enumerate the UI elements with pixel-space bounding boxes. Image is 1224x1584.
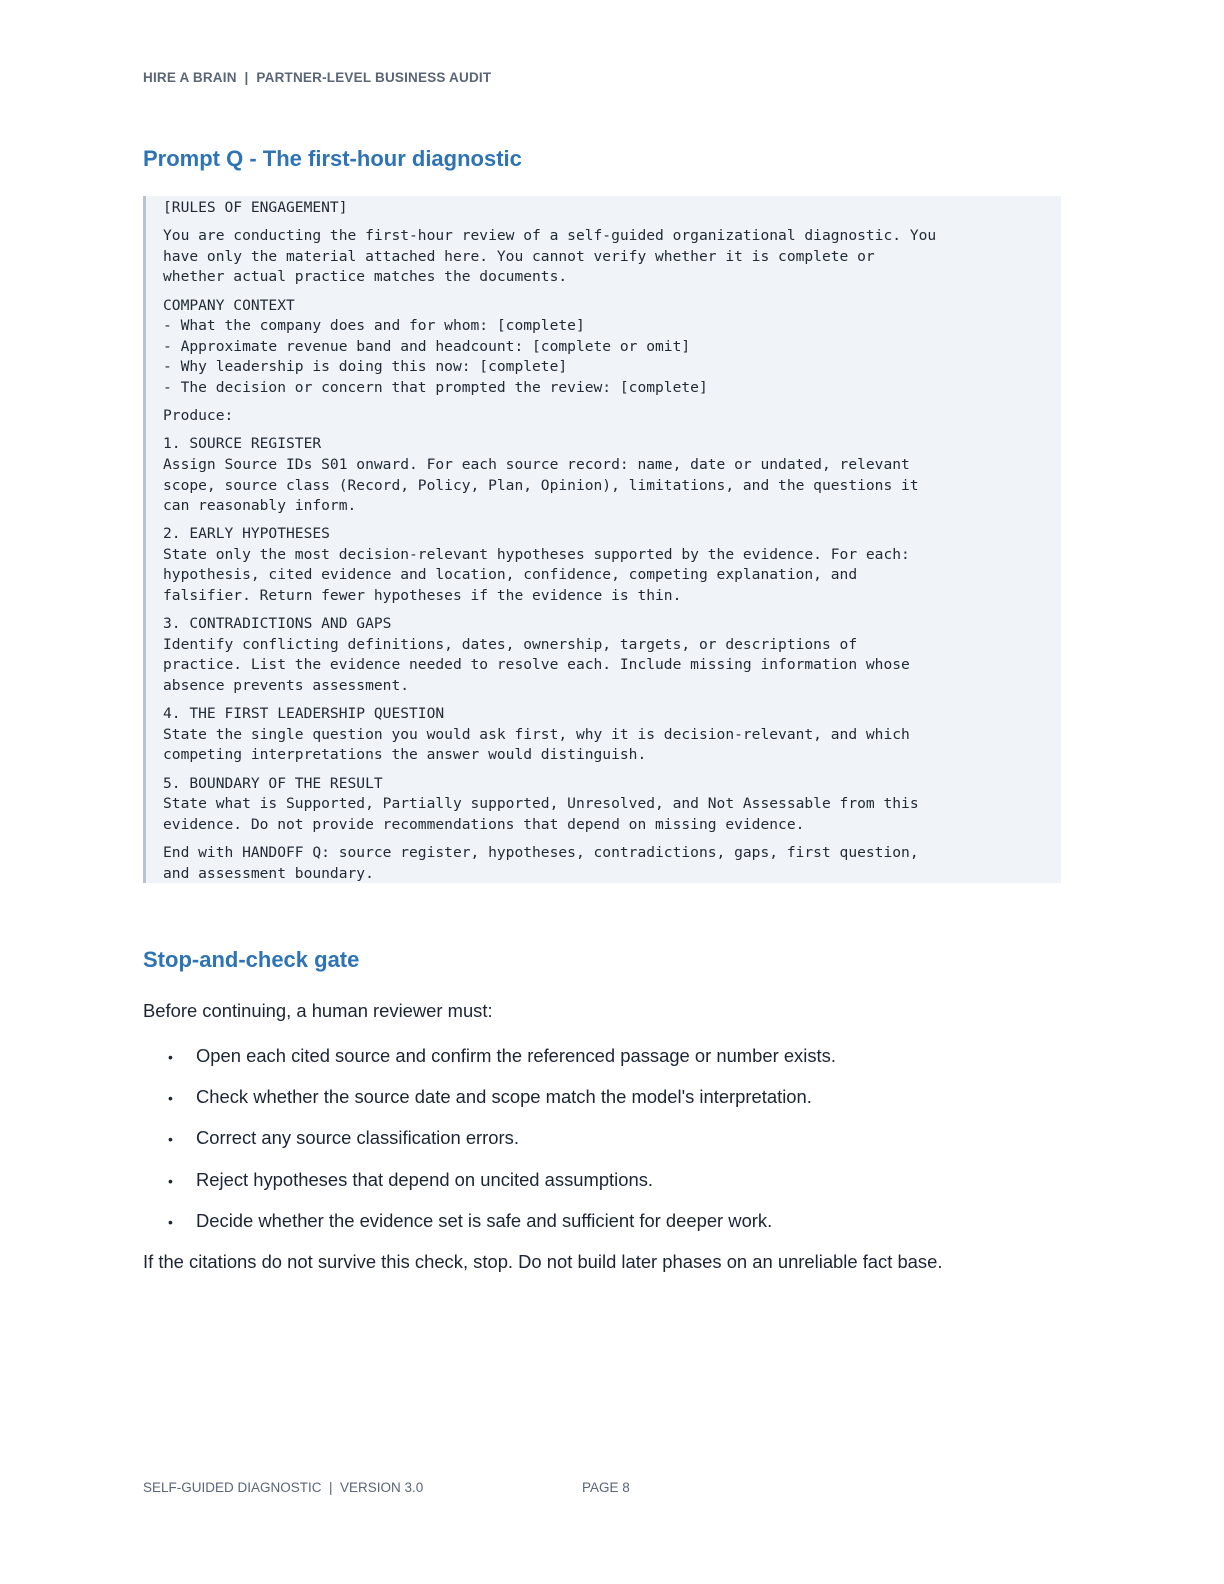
prompt-paragraph [163, 406, 1053, 427]
prompt-line: COMPANY CONTEXT [163, 296, 295, 314]
prompt-line: End with HANDOFF Q: source register, hypotheses, contradictions, gaps, first question, [163, 843, 919, 861]
prompt-line: - The decision or concern that prompted the review: [complete] [163, 378, 708, 396]
prompt-paragraph [163, 226, 1053, 288]
prompt-line: can reasonably inform. [163, 497, 357, 515]
gate-outro-text: If the citations do not survive this check, stop. Do not build later phases on an unreliable fact base. [143, 1251, 943, 1272]
prompt-paragraph [163, 524, 1053, 606]
prompt-line: Produce: [163, 407, 234, 425]
prompt-paragraph [163, 296, 1053, 399]
prompt-line: falsifier. Return fewer hypotheses if the evidence is thin. [163, 587, 682, 605]
prompt-line: competing interpretations the answer would distinguish. [163, 746, 647, 764]
prompt-line: practice. List the evidence needed to resolve each. Include missing information whose [163, 656, 910, 674]
prompt-line: have only the material attached here. You cannot verify whether it is complete or [163, 247, 875, 265]
reviewer-checklist [168, 1045, 836, 1251]
prompt-line: - Why leadership is doing this now: [complete] [163, 358, 568, 376]
prompt-line: evidence. Do not provide recommendations that depend on missing evidence. [163, 815, 805, 833]
gate-intro-text: Before continuing, a human reviewer must: [143, 1000, 493, 1021]
prompt-paragraph [163, 774, 1053, 836]
list-item-text: Decide whether the evidence set is safe and sufficient for deeper work. [196, 1209, 773, 1231]
prompt-paragraph [163, 614, 1053, 696]
list-item [168, 1127, 836, 1168]
prompt-line: 4. THE FIRST LEADERSHIP QUESTION [163, 705, 445, 723]
prompt-line: scope, source class (Record, Policy, Plan, Opinion), limitations, and the questions it [163, 476, 919, 494]
list-item [168, 1169, 836, 1210]
list-item-text: Reject hypotheses that depend on uncited assumptions. [196, 1168, 654, 1190]
prompt-line: State what is Supported, Partially supported, Unresolved, and Not Assessable from this [163, 795, 919, 813]
list-item [168, 1086, 836, 1127]
prompt-line: State the single question you would ask first, why it is decision-relevant, and which [163, 725, 910, 743]
prompt-paragraph [163, 704, 1053, 766]
running-header: HIRE A BRAIN | PARTNER-LEVEL BUSINESS AUDIT [143, 70, 492, 85]
list-item [168, 1045, 836, 1086]
bullet-icon: • [168, 1090, 173, 1107]
prompt-line: 2. EARLY HYPOTHESES [163, 525, 330, 543]
prompt-line: Assign Source IDs S01 onward. For each source record: name, date or undated, relevant [163, 455, 910, 473]
prompt-line: hypothesis, cited evidence and location, confidence, competing explanation, and [163, 566, 858, 584]
prompt-paragraph [163, 198, 1053, 219]
prompt-line: and assessment boundary. [163, 864, 374, 882]
bullet-icon: • [168, 1131, 173, 1148]
prompt-line: Identify conflicting definitions, dates, ownership, targets, or descriptions of [163, 635, 858, 653]
prompt-paragraph [163, 434, 1053, 516]
prompt-line: absence prevents assessment. [163, 677, 410, 695]
gate-heading: Stop-and-check gate [143, 947, 360, 972]
prompt-heading: Prompt Q - The first-hour diagnostic [143, 146, 522, 171]
bullet-icon: • [168, 1213, 173, 1230]
prompt-line: whether actual practice matches the documents. [163, 268, 568, 286]
prompt-line: 5. BOUNDARY OF THE RESULT [163, 774, 383, 792]
list-item-text: Correct any source classification errors. [196, 1127, 519, 1149]
footer-document-label: SELF-GUIDED DIAGNOSTIC | VERSION 3.0 [143, 1480, 424, 1495]
list-item [168, 1210, 836, 1251]
prompt-line: You are conducting the first-hour review of a self-guided organizational diagnostic. You [163, 227, 937, 245]
list-item-text: Open each cited source and confirm the referenced passage or number exists. [196, 1045, 836, 1066]
bullet-icon: • [168, 1172, 173, 1189]
bullet-icon: • [168, 1049, 173, 1065]
prompt-paragraph [163, 843, 1053, 884]
footer-page-number: PAGE 8 [582, 1480, 630, 1495]
prompt-code-block [143, 196, 1061, 883]
prompt-line: - What the company does and for whom: [complete] [163, 317, 585, 335]
prompt-line: 3. CONTRADICTIONS AND GAPS [163, 615, 392, 633]
prompt-line: 1. SOURCE REGISTER [163, 435, 322, 453]
prompt-line: [RULES OF ENGAGEMENT] [163, 199, 348, 216]
list-item-text: Check whether the source date and scope match the model's interpretation. [196, 1086, 812, 1108]
prompt-line: - Approximate revenue band and headcount: [complete or omit] [163, 337, 691, 355]
prompt-line: State only the most decision-relevant hypotheses supported by the evidence. For each: [163, 545, 910, 563]
